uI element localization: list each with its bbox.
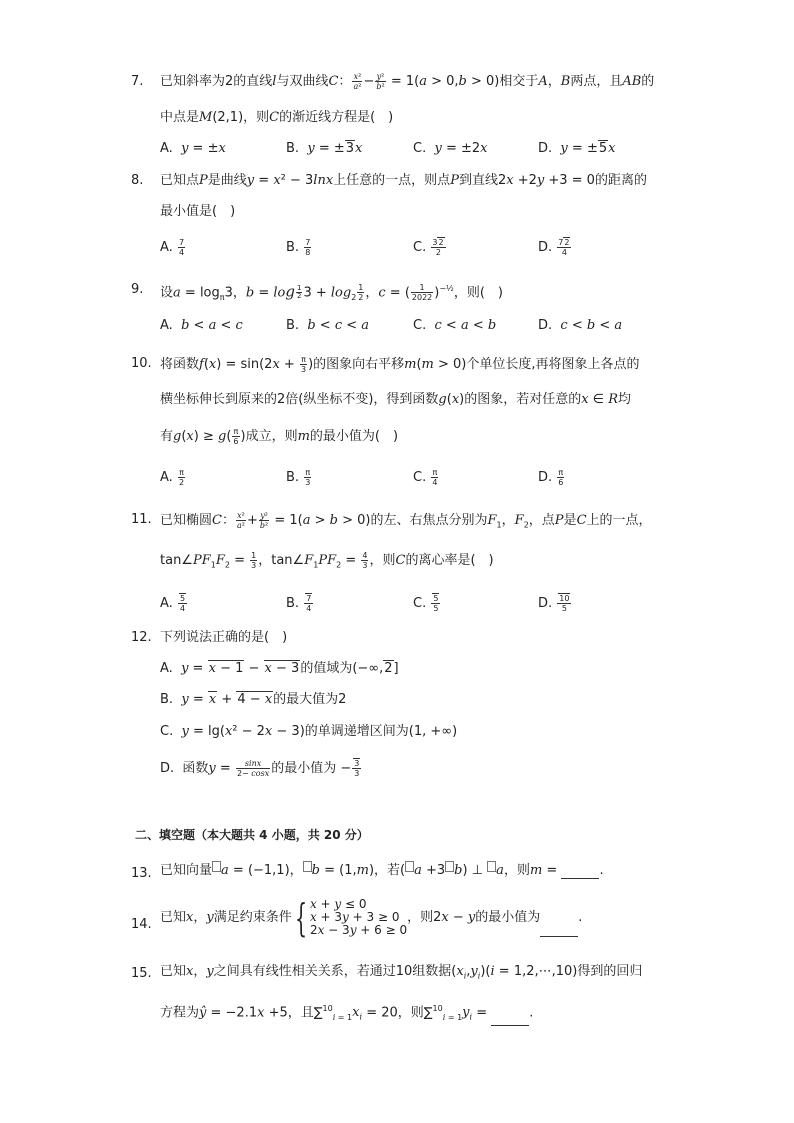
- answer-blank[interactable]: [491, 1013, 529, 1026]
- option-a: A. $\frac{\pi}{2}$: [160, 468, 185, 487]
- vector-arrow-icon: [405, 861, 414, 872]
- question-stem: 方程为ŷ = −2.1x +5，且$\sum^{10}_{i = 1}x_i = 20$，则$\sum^{10}_{i = 1}y_i$ = .: [160, 1001, 533, 1026]
- question-stem: 下列说法正确的是( ): [160, 630, 288, 645]
- vector-arrow-icon: [445, 861, 454, 872]
- question-number: 14.: [131, 917, 152, 932]
- question-stem: 已知椭圆C： $\frac{\text{x²}}{\text{a²}}$ + $\frac{\text{y²}}{\text{b²}}$ = 1(a > b > 0)的左、右焦点分别为$F_1$，$F_2$，点P是C上的一点，: [160, 511, 652, 530]
- vector-arrow-icon: [303, 861, 312, 872]
- option-d: D. $\frac{10}{5}$: [538, 594, 570, 613]
- option-a: A. $\frac{5}{4}$: [160, 594, 186, 613]
- question-stem: 横坐标伸长到原来的2倍(纵坐标不变)，得到函数g(x)的图象，若对任意的x ∈ R均: [160, 392, 631, 407]
- option-d: D. $\frac{72}{4}$: [538, 238, 570, 257]
- option-c: C. y = lg(x² − 2x − 3)的单调递增区间为(1, +∞): [160, 724, 458, 739]
- question-number: 11.: [131, 512, 152, 527]
- option-b: B. $\frac{7}{8}$: [286, 238, 311, 257]
- question-stem: 已知点P是曲线y = x² − 3lnx上任意的一点，则点P到直线2x +2y +3 = 0的距离的: [160, 173, 647, 188]
- option-b: B. y = ±3x: [286, 141, 363, 156]
- question-number: 8.: [131, 173, 144, 188]
- option-c: C. c < a < b: [413, 318, 497, 333]
- option-b: B. $\frac{7}{4}$: [286, 594, 312, 613]
- question-number: 7.: [131, 74, 144, 89]
- question-stem: 有g(x) ≥ g( $\frac{\pi}{6}$ )成立，则m的最小值为( ): [160, 427, 399, 446]
- question-stem: 已知斜率为2的直线l与双曲线C： $\frac{\text{x²}}{\text{a²}}$ − $\frac{\text{y²}}{\text{b²}}$ = 1(a > 0,b > 0)相交于A，B两点，且AB的: [160, 72, 655, 91]
- question-number: 12.: [131, 630, 152, 645]
- question-number: 10.: [131, 356, 152, 371]
- question-stem: $\tan\angle PF_1F_2$ = $\frac{1}{3}$ ，$\tan\angle F_1PF_2$ = $\frac{4}{3}$ ，则C的离心率是( ): [160, 551, 494, 570]
- question-stem: 已知向量 a = (−1,1)， b = (1,m)，若( a +3 b) ⊥ a，则m = .: [160, 863, 604, 878]
- question-number: 13.: [131, 866, 152, 881]
- question-stem: 将函数f(x) = sin(2x + $\frac{\pi}{3}$ )的图象向右平移m(m > 0)个单位长度,再将图象上各点的: [160, 355, 640, 374]
- option-a: A. y = ±x: [160, 141, 226, 156]
- question-stem: 设$a = \log_\pi 3$，b = log $\frac{1}{2}$ $3 + \log_2$ $\frac{1}{2}$ ，c = ( $\frac{1}{2022}$ )$^{-\frac{1}{2}}$，则( ): [160, 282, 503, 303]
- question-number: 15.: [131, 966, 152, 981]
- option-b: B. y = x + 4 − x的最大值为2: [160, 692, 347, 707]
- question-stem: 中点是M(2,1)，则C的渐近线方程是( ): [160, 110, 394, 125]
- option-c: C. $\frac{\pi}{4}$: [413, 468, 438, 487]
- option-d: D. $\frac{\pi}{6}$: [538, 468, 564, 487]
- question-stem: 已知x，y满足约束条件{ x + y ≤ 0 x + 3y + 3 ≥ 0 2x − 3y + 6 ≥ 0，则2x − y的最小值为 .: [160, 895, 583, 940]
- option-c: C. y = ±2x: [413, 141, 488, 156]
- answer-blank[interactable]: [561, 866, 599, 879]
- option-d: D. c < b < a: [538, 318, 623, 333]
- question-stem: 最小值是( ): [160, 204, 236, 219]
- option-c: C. $\frac{5}{5}$: [413, 594, 439, 613]
- option-a: A. b < a < c: [160, 318, 243, 333]
- vector-arrow-icon: [212, 861, 221, 872]
- option-d: D. 函数y = $\frac{\sin x}{2- \cos x}$ 的最小值为 − $\frac{3}{3}$: [160, 759, 360, 778]
- option-c: C. $\frac{32}{2}$: [413, 238, 444, 257]
- vector-arrow-icon: [487, 861, 496, 872]
- option-b: B. b < c < a: [286, 318, 370, 333]
- option-a: A. $\frac{7}{4}$: [160, 238, 185, 257]
- option-a: A. y = x − 1 − x − 3的值域为(−∞,2]: [160, 661, 399, 676]
- question-number: 9.: [131, 282, 144, 297]
- answer-blank[interactable]: [540, 924, 578, 937]
- question-stem: 已知x，y之间具有线性相关关系，若通过10组数据$(x_i,y_i)(i$ = 1,2,⋯,10)得到的回归: [160, 964, 643, 981]
- section-heading: 二、填空题（本大题共 4 小题，共 20 分）: [135, 828, 369, 842]
- option-b: B. $\frac{\pi}{3}$: [286, 468, 311, 487]
- option-d: D. y = ±5x: [538, 141, 616, 156]
